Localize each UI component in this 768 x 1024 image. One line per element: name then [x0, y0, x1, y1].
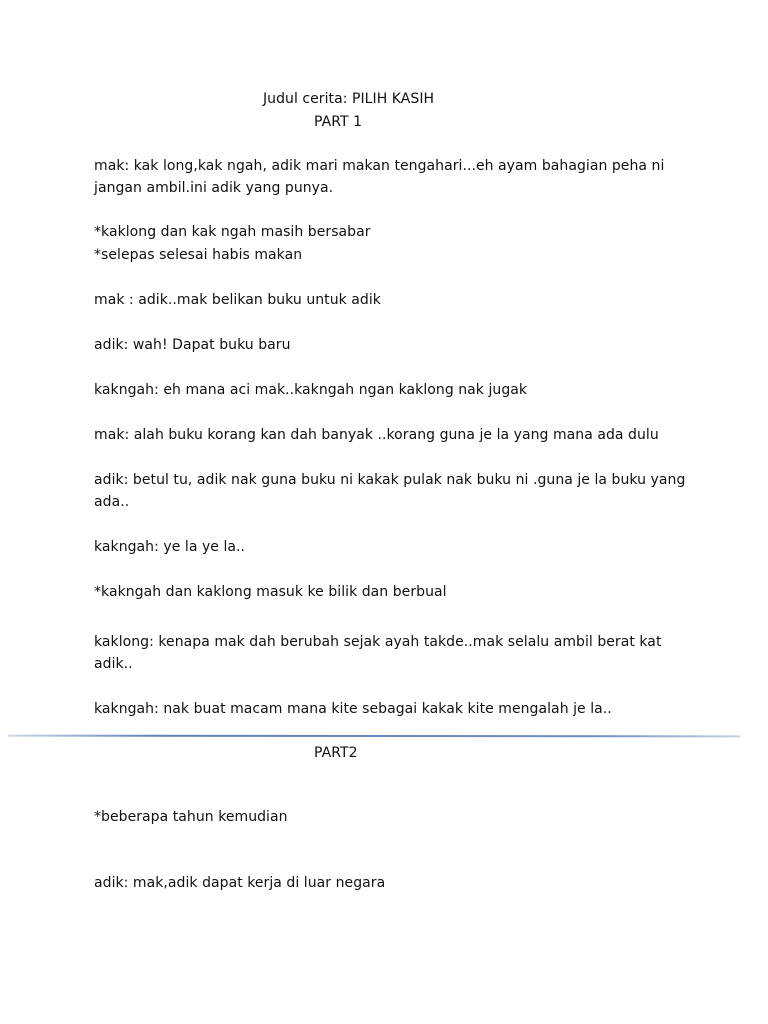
dialogue-line: mak: alah buku korang kan dah banyak ..korang guna je la yang mana ada dulu	[94, 427, 659, 443]
dialogue-line: kakngah: nak buat macam mana kite sebagai kakak kite mengalah je la..	[94, 701, 612, 717]
dialogue-line: mak: kak long,kak ngah, adik mari makan tengahari...eh ayam bahagian peha ni jangan ambil.ini adik yang punya.	[94, 158, 665, 196]
part1-heading: PART 1	[314, 114, 363, 130]
narration-line: *kaklong dan kak ngah masih bersabar	[94, 224, 371, 240]
dialogue-line: mak : adik..mak belikan buku untuk adik	[94, 292, 381, 308]
dialogue-line: kakngah: ye la ye la..	[94, 539, 246, 555]
section-divider	[8, 735, 740, 738]
narration-line: *kakngah dan kaklong masuk ke bilik dan berbual	[94, 584, 447, 600]
narration-line: *beberapa tahun kemudian	[94, 809, 288, 825]
narration-line: *selepas selesai habis makan	[94, 247, 303, 263]
story-title: Judul cerita: PILIH KASIH	[263, 91, 435, 107]
dialogue-line: kaklong: kenapa mak dah berubah sejak ayah takde..mak selalu ambil berat kat adik..	[94, 634, 662, 672]
part2-heading: PART2	[314, 745, 358, 761]
dialogue-line: kakngah: eh mana aci mak..kakngah ngan kaklong nak jugak	[94, 382, 528, 398]
dialogue-line: adik: wah! Dapat buku baru	[94, 337, 291, 353]
dialogue-line: adik: betul tu, adik nak guna buku ni kakak pulak nak buku ni .guna je la buku yang ada..	[94, 472, 686, 510]
dialogue-line: adik: mak,adik dapat kerja di luar negara	[94, 875, 386, 891]
